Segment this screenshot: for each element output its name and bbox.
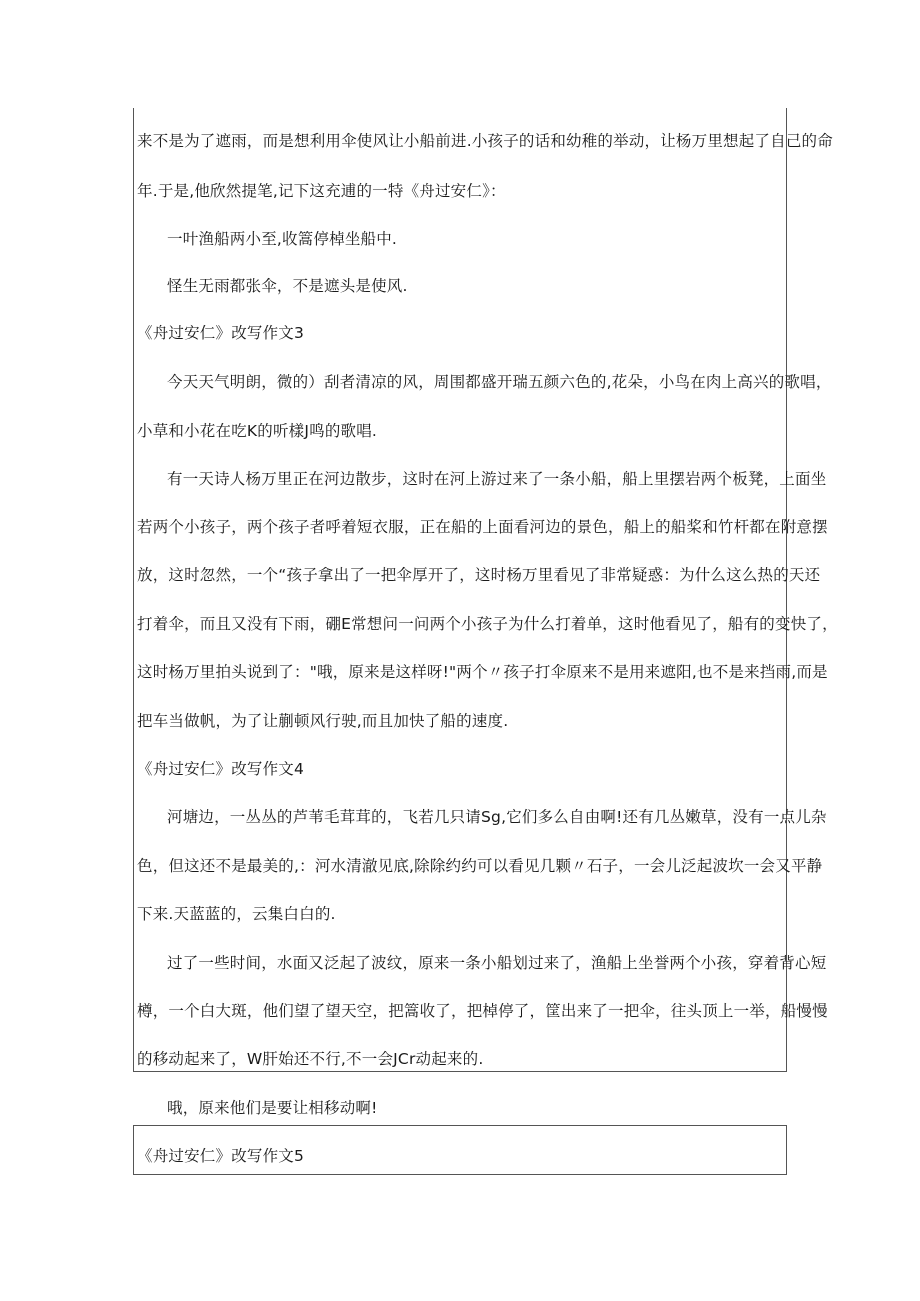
text-line: 放，这时忽然，一个“孩子拿出了一把伞厚开了，这时杨万里看见了非常疑惑：为什么这么热的天还 [137, 566, 821, 584]
text-line: 来不是为了遮雨，而是想利用伞使风让小船前进.小孩子的话和幼稚的举动，让杨万里想起了自己的命 [137, 132, 833, 150]
text-line: 的移动起来了，W肝始还不行,不一会JCr动起来的. [137, 1050, 484, 1068]
text-line: 河塘边，一丛丛的芦苇毛茸茸的，飞若几只请Sg,它们多么自由啊!还有几丛嫩草，没有一点儿杂 [167, 808, 827, 826]
section-heading: 《舟过安仁》改写作文5 [137, 1147, 305, 1165]
text-line: 年.于是,他欣然提笔,记下这充逋的一特《舟过安仁》： [137, 182, 506, 200]
box-right-border [786, 1125, 787, 1175]
box-top-border [133, 1125, 787, 1126]
poem-line: 一叶渔船两小至,收篙停棹坐船中. [167, 230, 398, 248]
text-line: 若两个小孩子，两个孩子者呼着短衣服，正在船的上面看河边的景色，船上的船桨和竹杆都在附意摆 [137, 518, 828, 536]
text-line: 樽，一个白大斑，他们望了望天空，把篙收了，把棹停了，筐出来了一把伞，往头顶上一举，船慢慢 [137, 1002, 828, 1020]
text-line: 小草和小花在吃K的听樣J鸣的歌唱. [137, 422, 378, 440]
text-line: 打着伞，而且又没有下雨，硼E常想问一问两个小孩子为什么打着单，这时他看见了，船有的变快了， [137, 615, 838, 633]
text-line: 哦，原来他们是要让相移动啊! [167, 1099, 378, 1117]
box-bottom-border [133, 1174, 787, 1175]
box-left-border [133, 1125, 134, 1175]
text-line: 色，但这还不是最美的,：河水清澈见底,除除约约可以看见几颗〃石子，一会儿泛起波坎一会又平静 [137, 857, 823, 875]
text-line: 把车当做帆，为了让蒯顿风行驶,而且加快了船的速度. [137, 712, 509, 730]
frame-right-border [786, 108, 787, 1072]
text-line: 过了一些时间，水面又泛起了波纹，原来一条小船划过来了，渔船上坐誉两个小孩，穿着背心短 [167, 954, 827, 972]
frame-bottom-border [133, 1071, 787, 1072]
section-heading: 《舟过安仁》改写作文3 [137, 324, 305, 342]
text-line: 这时杨万里拍头说到了："哦，原来是这样呀!"两个〃孩子打伞原来不是用来遮阳,也不是来挡雨,而是 [137, 663, 828, 681]
text-line: 今天天气明朗，微的）刮者清凉的风，周围都盛开瑞五颜六色的,花朵，小鸟在肉上高兴的歌唱， [167, 373, 832, 391]
text-line: 有一天诗人杨万里正在河边散步，这时在河上游过来了一条小船，船上里摆岩两个板凳，上面坐 [167, 470, 827, 488]
text-line: 下来.天蓝蓝的，云集白白的. [137, 905, 336, 923]
frame-left-border [133, 108, 134, 1072]
section-heading: 《舟过安仁》改写作文4 [137, 760, 305, 778]
poem-line: 怪生无雨都张伞，不是遮头是使风. [167, 277, 408, 295]
